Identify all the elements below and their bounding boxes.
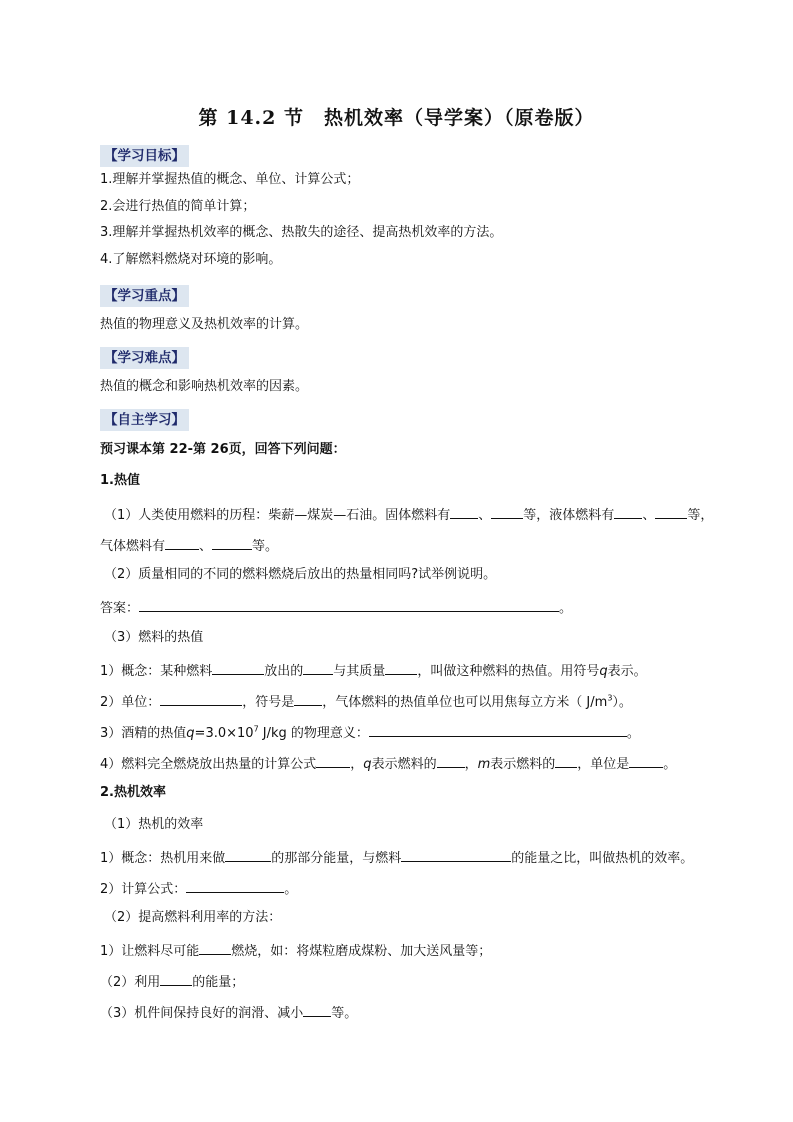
text: 燃烧，如：将煤粒磨成煤粉、加大送风量等； — [231, 944, 492, 959]
goal-item: 2.会进行热值的简单计算； — [100, 199, 256, 214]
part-1: （1）热机的效率 — [104, 817, 204, 832]
blank[interactable] — [555, 753, 577, 768]
text: 的能量之比，叫做热机的效率。 — [511, 851, 694, 866]
text: （3）机件间保持良好的润滑、减小 — [100, 1006, 304, 1021]
text: 1）让燃料尽可能 — [100, 944, 200, 959]
answer-label: 答案： — [100, 601, 140, 616]
blank[interactable] — [629, 753, 663, 768]
goal-item: 1.理解并掌握热值的概念、单位、计算公式； — [100, 172, 360, 187]
answer-line — [100, 597, 572, 618]
blank[interactable] — [316, 753, 350, 768]
page-title: 第 14.2 节 热机效率（导学案）（原卷版） — [198, 107, 595, 129]
question-3: （3）燃料的热值 — [104, 630, 204, 645]
text: （1）人类使用燃料的历程：柴薪—煤炭—石油。固体燃料有 — [104, 508, 451, 523]
self-study-header: 【自主学习】 — [100, 409, 189, 431]
blank[interactable] — [655, 504, 687, 519]
self-study-intro: 预习课本第 22-第 26页，回答下列问题： — [100, 442, 346, 457]
symbol-m: m — [477, 757, 491, 772]
blank[interactable] — [199, 940, 231, 955]
text: 等。 — [252, 539, 279, 554]
text: ， — [464, 757, 478, 772]
superscript: 7 — [253, 724, 259, 734]
text: 。 — [626, 726, 640, 741]
method-2 — [100, 971, 244, 992]
text: 表示燃料的 — [490, 757, 556, 772]
difficulty-text: 热值的概念和影响热机效率的因素。 — [100, 379, 309, 394]
text: 表示燃料的 — [371, 757, 437, 772]
text: 3）酒精的热值 — [100, 726, 187, 741]
blank[interactable] — [225, 847, 271, 862]
symbol-q: q — [363, 757, 372, 772]
blank[interactable] — [186, 878, 284, 893]
goal-item: 4.了解燃料燃烧对环境的影响。 — [100, 252, 282, 267]
text: 1）概念：热机用来做 — [100, 851, 226, 866]
formula-line — [100, 753, 676, 774]
question-1-line2 — [100, 535, 278, 556]
text: ， — [350, 757, 364, 772]
text: ，符号是 — [242, 695, 295, 710]
text: 。 — [559, 601, 573, 616]
alcohol-line — [100, 722, 640, 743]
blank[interactable] — [212, 660, 264, 675]
text: 等，液体燃料有 — [523, 508, 615, 523]
text: 等， — [687, 508, 714, 523]
text: 。 — [284, 882, 298, 897]
blank[interactable] — [165, 535, 199, 550]
text: 、 — [478, 508, 492, 523]
text: 2）单位： — [100, 695, 161, 710]
goal-item: 3.理解并掌握热机效率的概念、热散失的途径、提高热机效率的方法。 — [100, 225, 503, 240]
text: 与其质量 — [333, 664, 386, 679]
blank[interactable] — [303, 660, 333, 675]
text: 的那部分能量，与燃料 — [271, 851, 402, 866]
blank[interactable] — [160, 971, 192, 986]
section-heading: 2.热机效率 — [100, 785, 166, 800]
blank[interactable] — [212, 535, 252, 550]
text: ）。 — [612, 695, 632, 710]
symbol-q: q — [599, 664, 608, 679]
blank[interactable] — [491, 504, 523, 519]
text: ，单位是 — [577, 757, 630, 772]
text: 表示。 — [607, 664, 647, 679]
method-3 — [100, 1002, 357, 1023]
unit-line — [100, 691, 632, 712]
section-heading: 1.热值 — [100, 473, 140, 488]
focus-text: 热值的物理意义及热机效率的计算。 — [100, 317, 309, 332]
blank[interactable] — [385, 660, 417, 675]
question-2: （2）质量相同的不同的燃料燃烧后放出的热量相同吗?试举例说明。 — [104, 567, 497, 582]
part-2: （2）提高燃料利用率的方法： — [104, 910, 282, 925]
efficiency-concept-line — [100, 847, 693, 868]
blank[interactable] — [614, 504, 642, 519]
question-1-line1 — [104, 504, 713, 525]
symbol-q: q — [186, 726, 195, 741]
text: J/kg 的物理意义： — [258, 726, 369, 741]
superscript: 3 — [607, 693, 613, 703]
text: 等。 — [331, 1006, 358, 1021]
blank[interactable] — [437, 753, 465, 768]
blank[interactable] — [401, 847, 511, 862]
efficiency-formula-line — [100, 878, 297, 899]
blank[interactable] — [294, 691, 322, 706]
text: 。 — [663, 757, 677, 772]
method-1 — [100, 940, 491, 961]
text: 2）计算公式： — [100, 882, 187, 897]
difficulty-header: 【学习难点】 — [100, 347, 189, 369]
goals-header: 【学习目标】 — [100, 145, 189, 167]
blank[interactable] — [160, 691, 242, 706]
text: 1）概念：某种燃料 — [100, 664, 213, 679]
text: （2）利用 — [100, 975, 161, 990]
blank[interactable] — [450, 504, 478, 519]
text: 、 — [199, 539, 213, 554]
concept-line — [100, 660, 647, 681]
text: =3.0×10 — [194, 726, 254, 741]
text: 4）燃料完全燃烧放出热量的计算公式 — [100, 757, 317, 772]
text: 放出的 — [264, 664, 304, 679]
blank[interactable] — [303, 1002, 331, 1017]
text: 、 — [642, 508, 656, 523]
text: 的能量； — [192, 975, 245, 990]
text: ，气体燃料的热值单位也可以用焦每立方米（ J/m — [322, 695, 608, 710]
text: ，叫做这种燃料的热值。用符号 — [417, 664, 600, 679]
text: 气体燃料有 — [100, 539, 166, 554]
answer-blank[interactable] — [139, 597, 559, 612]
focus-header: 【学习重点】 — [100, 285, 189, 307]
blank[interactable] — [369, 722, 627, 737]
